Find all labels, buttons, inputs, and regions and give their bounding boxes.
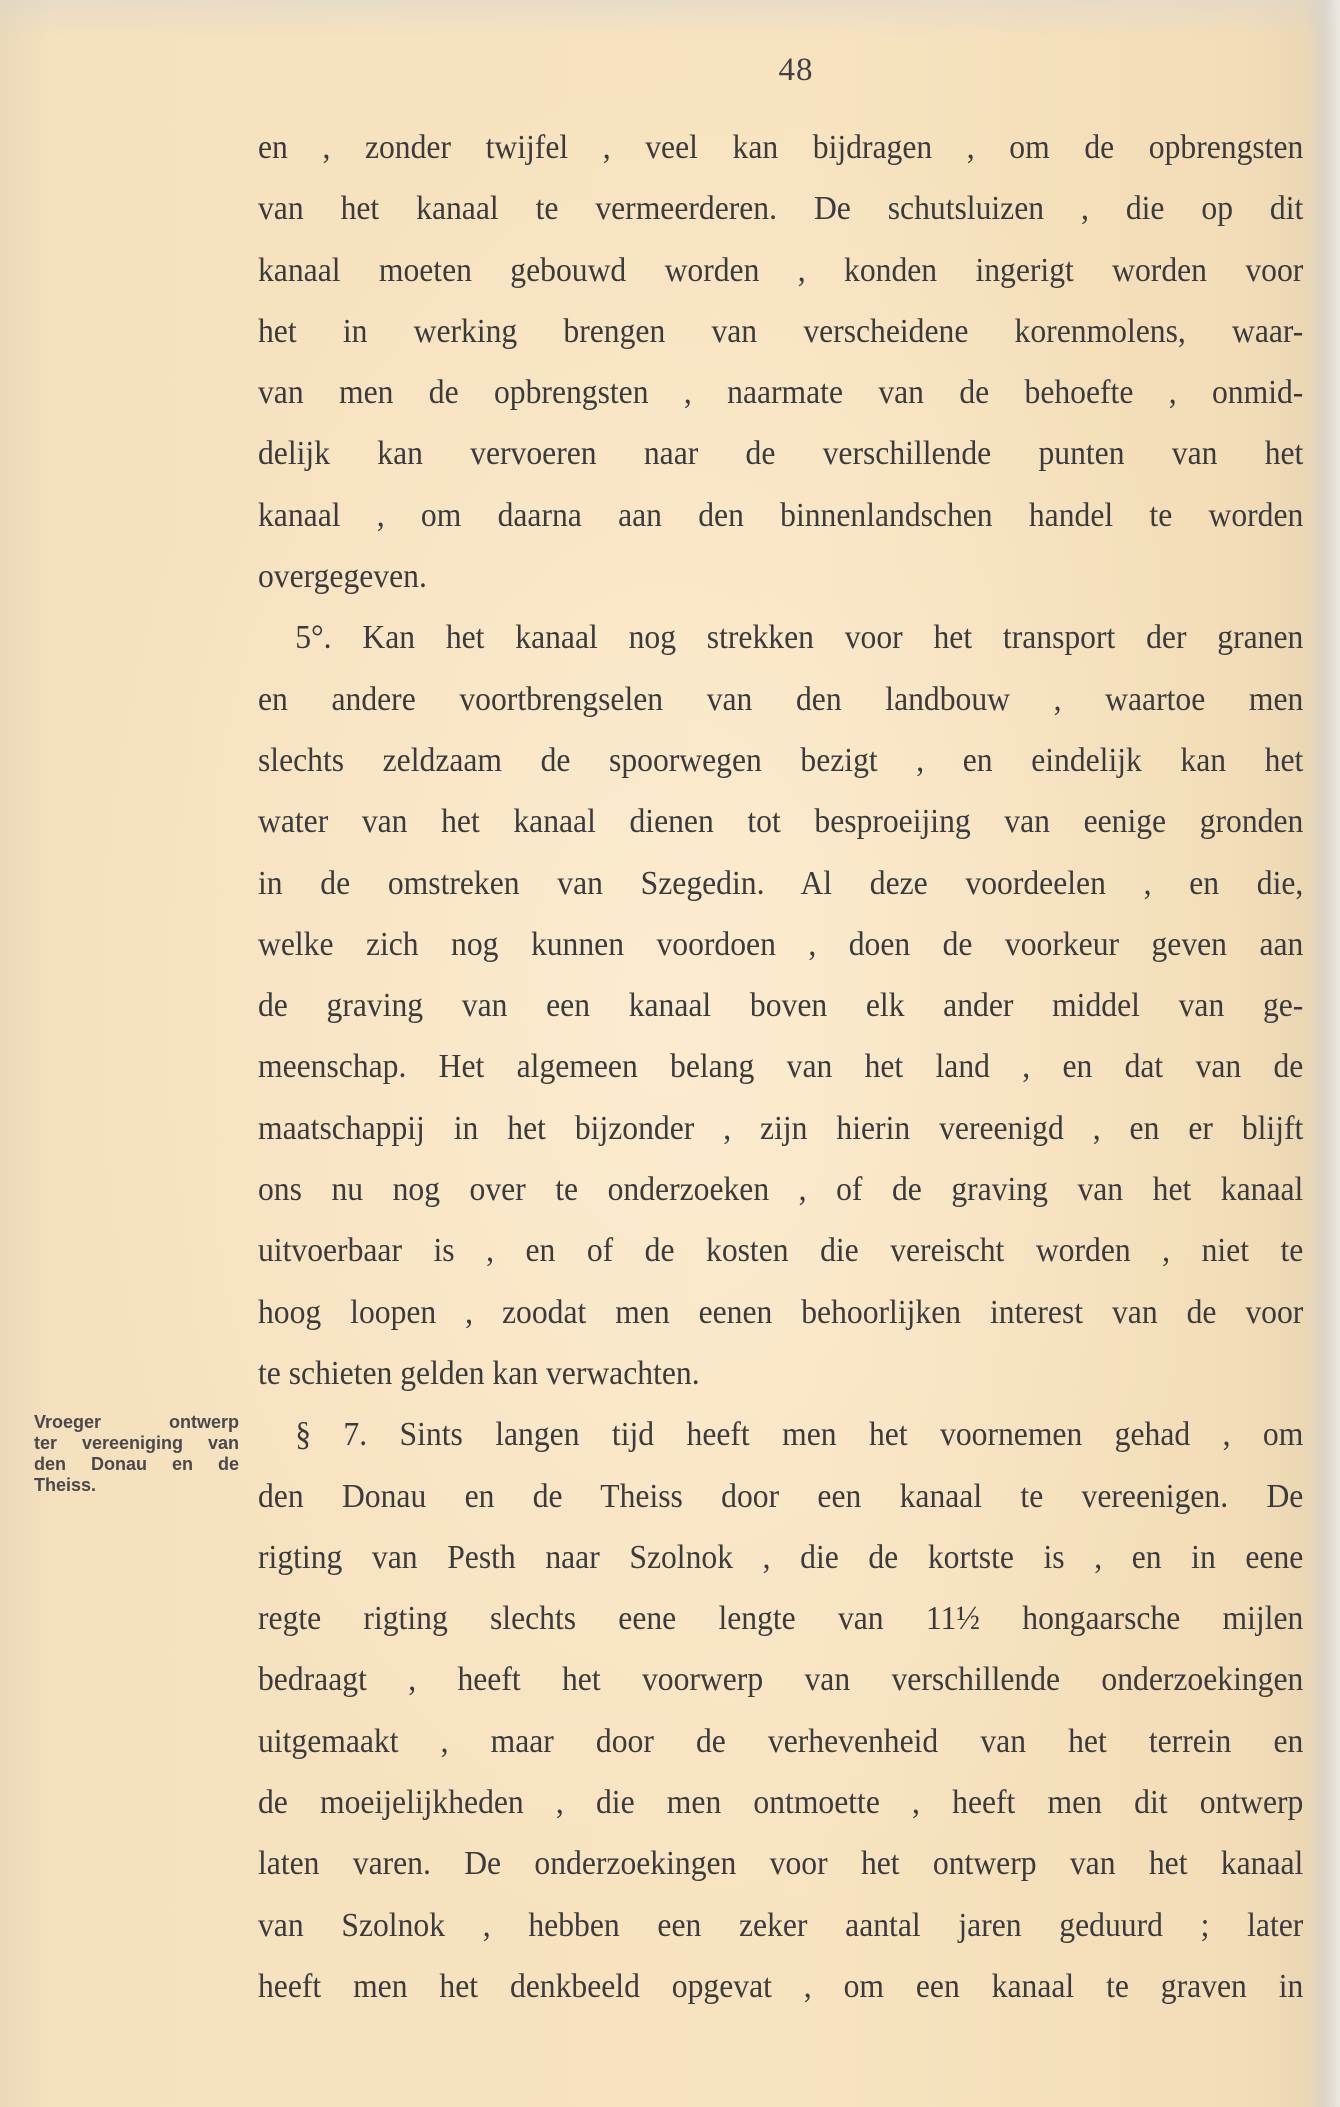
page-number: 48 bbox=[778, 52, 814, 88]
text-line: uitvoerbaar is , en of de kosten die vereischt worden , niet te bbox=[258, 1232, 1304, 1270]
text-line: in de omstreken van Szegedin. Al deze voordeelen , en die, bbox=[258, 864, 1304, 902]
text-line: het in werking brengen van verscheidene korenmolens, waar- bbox=[258, 312, 1304, 350]
margin-note-line: den Donau en de bbox=[34, 1454, 239, 1474]
text-line: kanaal moeten gebouwd worden , konden ingerigt worden voor bbox=[258, 251, 1304, 289]
text-line: en , zonder twijfel , veel kan bijdragen , om de opbrengsten bbox=[258, 129, 1304, 166]
text-line: 5°. Kan het kanaal nog strekken voor het transport der granen bbox=[295, 619, 1304, 657]
margin-note-line: ter vereeniging van bbox=[34, 1433, 239, 1453]
text-line: en andere voortbrengselen van den landbouw , waartoe men bbox=[258, 680, 1304, 718]
text-line: van Szolnok , hebben een zeker aantal jaren geduurd ; later bbox=[258, 1906, 1304, 1944]
text-line: de graving van een kanaal boven elk ander middel van ge- bbox=[258, 987, 1304, 1025]
text-line: van het kanaal te vermeerderen. De schutsluizen , die op dit bbox=[258, 190, 1304, 228]
text-line: delijk kan vervoeren naar de verschillende punten van het bbox=[258, 435, 1304, 473]
text-line: hoog loopen , zoodat men eenen behoorlijken interest van de voor bbox=[258, 1293, 1304, 1331]
text-line: de moeijelijkheden , die men ontmoette , heeft men dit ontwerp bbox=[258, 1784, 1304, 1822]
text-line: ons nu nog over te onderzoeken , of de graving van het kanaal bbox=[258, 1171, 1304, 1209]
text-line: laten varen. De onderzoekingen voor het ontwerp van het kanaal bbox=[258, 1845, 1304, 1883]
text-line: bedraagt , heeft het voorwerp van verschillende onderzoekingen bbox=[258, 1661, 1304, 1699]
text-line: uitgemaakt , maar door de verhevenheid van het terrein en bbox=[258, 1722, 1304, 1760]
text-line: overgegeven. bbox=[258, 558, 427, 596]
text-line: den Donau en de Theiss door een kanaal te vereenigen. De bbox=[258, 1477, 1304, 1515]
text-line: regte rigting slechts eene lengte van 11½ hongaarsche mijlen bbox=[258, 1600, 1304, 1638]
text-line: welke zich nog kunnen voordoen , doen de voorkeur geven aan bbox=[258, 925, 1304, 963]
text-line: van men de opbrengsten , naarmate van de behoefte , onmid- bbox=[258, 374, 1304, 412]
text-line: kanaal , om daarna aan den binnenlandschen handel te worden bbox=[258, 496, 1304, 534]
page-top-shading bbox=[0, 0, 1340, 40]
body-text bbox=[258, 117, 1304, 2017]
text-line: heeft men het denkbeeld opgevat , om een kanaal te graven in bbox=[258, 1967, 1304, 2005]
text-line: meenschap. Het algemeen belang van het land , en dat van de bbox=[258, 1048, 1304, 1086]
text-line: § 7. Sints langen tijd heeft men het voornemen gehad , om bbox=[295, 1416, 1304, 1454]
text-line: rigting van Pesth naar Szolnok , die de kortste is , en in eene bbox=[258, 1538, 1304, 1576]
margin-note-line: Vroeger ontwerp bbox=[34, 1412, 239, 1432]
page-edge-shading bbox=[1306, 0, 1340, 2107]
margin-note bbox=[34, 1412, 254, 1496]
text-line: maatschappij in het bijzonder , zijn hierin vereenigd , en er blijft bbox=[258, 1109, 1304, 1147]
text-line: water van het kanaal dienen tot besproeijing van eenige gronden bbox=[258, 803, 1304, 841]
text-line: te schieten gelden kan verwachten. bbox=[258, 1354, 700, 1392]
text-line: slechts zeldzaam de spoorwegen bezigt , en eindelijk kan het bbox=[258, 741, 1304, 779]
margin-note-line: Theiss. bbox=[34, 1475, 97, 1495]
